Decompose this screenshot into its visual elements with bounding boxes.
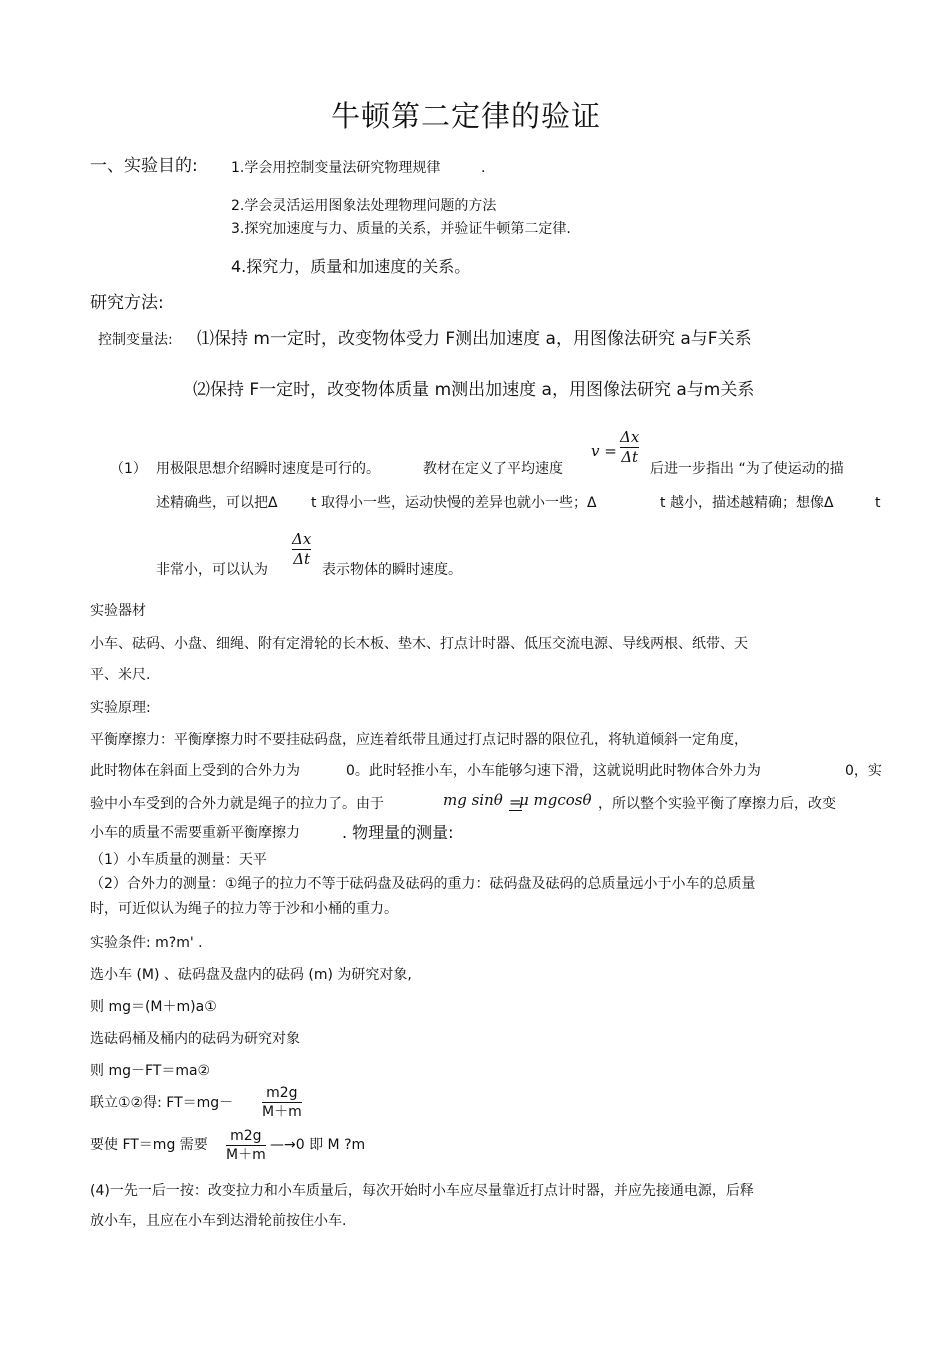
condition-line-5: 则 mg－FT＝ma② xyxy=(90,1063,211,1079)
method-label: 控制变量法: xyxy=(98,332,173,348)
velocity-formula-fraction xyxy=(620,430,639,465)
principle-line-3b: ，所以整个实验平衡了摩擦力后，改变 xyxy=(598,796,836,812)
method-line-2: ⑵保持 F一定时，改变物体质量 m测出加速度 a，用图像法研究 a与m关系 xyxy=(193,380,755,400)
objective-item-2: 2.学会灵活运用图象法处理物理问题的方法 xyxy=(231,198,497,214)
condition-line-4: 选砝码桶及桶内的砝码为研究对象 xyxy=(90,1031,300,1047)
principle-line-4b: . 物理量的测量: xyxy=(342,823,454,842)
limit-denominator: M＋m xyxy=(226,1147,266,1163)
velocity-formula-lhs: v = xyxy=(591,442,617,460)
tension-fraction xyxy=(262,1086,302,1119)
condition-line-3: 则 mg＝(M＋m)a① xyxy=(90,999,217,1015)
para-line-2b: t 取得小一些，运动快慢的差异也就小一些；Δ xyxy=(311,495,597,511)
limit-numerator: m2g xyxy=(230,1128,262,1144)
measure-line-1: （1）小车质量的测量：天平 xyxy=(90,852,267,868)
friction-formula-b: μ mgcosθ xyxy=(519,791,592,809)
para-line-1b: 教材在定义了平均速度 xyxy=(423,461,563,477)
method-line-1: ⑴保持 m一定时，改变物体受力 F测出加速度 a，用图像法研究 a与F关系 xyxy=(197,329,752,349)
delta-denominator: Δt xyxy=(293,550,311,568)
principle-line-2b: 0。此时轻推小车，小车能够匀速下滑，这就说明此时物体合外力为 xyxy=(346,763,761,779)
tension-numerator: m2g xyxy=(266,1085,298,1101)
para-line-1a: 用极限思想介绍瞬时速度是可行的。 xyxy=(156,461,380,477)
equipment-heading: 实验器材 xyxy=(90,603,146,619)
principle-heading: 实验原理: xyxy=(90,700,151,716)
fraction-bar xyxy=(262,1102,302,1103)
principle-line-3a: 验中小车受到的合外力就是绳子的拉力了。由于 xyxy=(90,796,384,812)
tension-denominator: M＋m xyxy=(262,1104,302,1120)
condition-line-7b: —→0 即 M ?m xyxy=(270,1137,366,1153)
step4-line-2: 放小车，且应在小车到达滑轮前按住小车. xyxy=(90,1213,347,1229)
objective-item-1-dot: . xyxy=(481,160,486,176)
delta-fraction xyxy=(292,532,311,567)
para-line-3a: 非常小，可以认为 xyxy=(156,562,268,578)
formula-numerator: Δx xyxy=(620,428,640,446)
objectives-heading: 一、实验目的: xyxy=(90,156,198,176)
delta-numerator: Δx xyxy=(292,530,312,548)
principle-line-2a: 此时物体在斜面上受到的合外力为 xyxy=(90,763,300,779)
principle-line-4a: 小车的质量不需要重新平衡摩擦力 xyxy=(90,825,300,841)
objective-item-4: 4.探究力，质量和加速度的关系。 xyxy=(231,257,471,276)
objective-item-3: 3.探究加速度与力、质量的关系，并验证牛顿第二定律. xyxy=(231,221,571,237)
measure-line-2: （2）合外力的测量：①绳子的拉力不等于砝码盘及砝码的重力：砝码盘及砝码的总质量远小于小车的总质量 xyxy=(90,876,756,892)
principle-line-2c: 0，实 xyxy=(845,763,882,779)
para-line-2c: t 越小，描述越精确；想像Δ xyxy=(660,495,834,511)
para-number: （1） xyxy=(110,461,147,477)
equipment-line-2: 平、米尺. xyxy=(90,667,151,683)
page-title: 牛顿第二定律的验证 xyxy=(331,99,602,133)
limit-fraction xyxy=(226,1129,266,1162)
objective-item-1: 1.学会用控制变量法研究物理规律 xyxy=(231,160,441,176)
para-line-3b: 表示物体的瞬时速度。 xyxy=(322,562,462,578)
principle-line-1: 平衡摩擦力：平衡摩擦力时不要挂砝码盘，应连着纸带且通过打点记时器的限位孔，将轨道倾斜一定角度， xyxy=(90,732,748,748)
step4-line-1: (4)一先一后一按：改变拉力和小车质量后，每次开始时小车应尽量靠近打点计时器，并应先接通电源，后释 xyxy=(90,1183,754,1199)
fraction-bar xyxy=(226,1145,266,1146)
para-line-2a: 述精确些，可以把Δ xyxy=(156,495,278,511)
condition-line-2: 选小车 (M) 、砝码盘及盘内的砝码 (m) 为研究对象, xyxy=(90,967,412,983)
method-heading: 研究方法: xyxy=(90,293,164,313)
para-line-2d: t xyxy=(875,495,881,511)
measure-line-3: 时，可近似认为绳子的拉力等于沙和小桶的重力。 xyxy=(90,901,398,917)
friction-formula-eq: = xyxy=(509,793,522,811)
formula-denominator: Δt xyxy=(621,448,639,466)
condition-line-6: 联立①②得: FT＝mg－ xyxy=(90,1095,234,1111)
condition-line-7a: 要使 FT＝mg 需要 xyxy=(90,1137,208,1153)
para-line-1c: 后进一步指出 “为了使运动的描 xyxy=(650,461,844,477)
condition-line-1: 实验条件: m?m' . xyxy=(90,935,203,951)
friction-formula-a: mg sinθ xyxy=(443,791,503,809)
equipment-line-1: 小车、砝码、小盘、细绳、附有定滑轮的长木板、垫木、打点计时器、低压交流电源、导线两根、纸带、天 xyxy=(90,636,748,652)
